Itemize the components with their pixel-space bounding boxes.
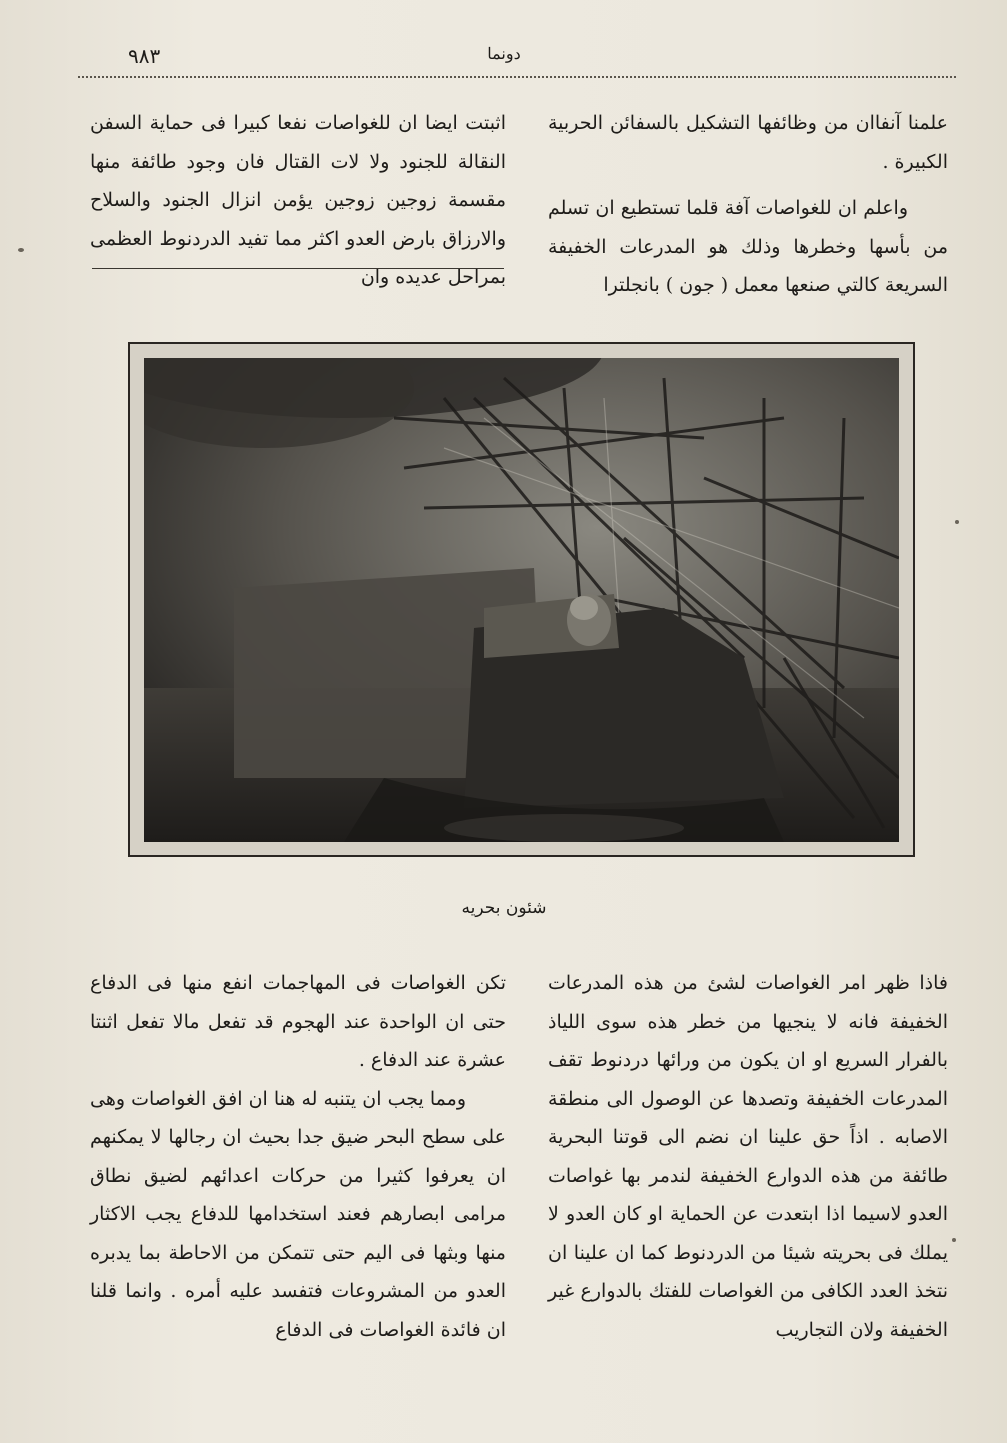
figure-caption: شئون بحريه <box>461 898 547 918</box>
bottom-right-column <box>548 964 948 1349</box>
page-number: ٩٨٣ <box>128 44 161 68</box>
running-head: دونما <box>487 44 521 63</box>
paragraph: اثبتت ايضا ان للغواصات نفعا كبيرا فى حماية السفن النقالة للجنود ولا لات القتال فان وجود طائفة منها مقسمة زوجين زوجين يؤمن انزال الجنود والسلاح والارزاق بارض العدو اكثر مما تفيد الدردنوط العظمى بمراحل عديده وان <box>90 112 506 288</box>
paragraph: تكن الغواصات فى المهاجمات انفع منها فى الدفاع حتى ان الواحدة عند الهجوم قد تفعل مالا تفعل اثنتا عشرة عند الدفاع . <box>90 972 506 1071</box>
bottom-left-column <box>90 964 506 1349</box>
photo-illustration <box>144 358 899 842</box>
ink-speck <box>952 1238 956 1242</box>
paragraph: علمنا آنفاان من وظائفها التشكيل بالسفائن الحربية الكبيرة . <box>548 112 948 173</box>
paragraph: فاذا ظهر امر الغواصات لشئ من هذه المدرعات الخفيفة فانه لا ينجيها من خطر هذه سوى اللياذ بالفرار السريع او ان يكون من ورائها دردنوط تقف المدرعات الخفيفة وتصدها عن الوصول الى منطقة الاصابه . اذاً حق علينا ان نضم الى قوتنا البحرية طائفة من هذه الدوارع الخفيفة لندمر بها غواصات العدو لاسيما اذا ابتعدت عن الحماية او كان العدو لا يملك فى بحريته شيئا من الدردنوط كما ان علينا ان نتخذ العدد الكافى من الغواصات للفتك بالدوارع غير الخفيفة ولان التجاريب <box>548 972 948 1341</box>
ink-speck <box>18 248 24 252</box>
photo-frame <box>128 342 915 857</box>
paragraph: ومما يجب ان يتنبه له هنا ان افق الغواصات وهى على سطح البحر ضيق جدا بحيث ان رجالها لا يمكنهم ان يعرفوا كثيرا من حركات اعدائهم لضيق نطاق مرامى ابصارهم فعند استخدامها للدفاع يجب الاكثار منها وبثها فى اليم حتى تتمكن من الاحاطة بما يدبره العدو من المشروعات فتفسد عليه أمره . وانما قلنا ان فائدة الغواصات فى الدفاع <box>90 1087 506 1341</box>
top-right-column <box>548 104 948 305</box>
paragraph: واعلم ان للغواصات آفة قلما تستطيع ان تسلم من بأسها وخطرها وذلك هو المدرعات الخفيفة السريعة كالتي صنعها معمل ( جون ) بانجلترا <box>548 197 948 296</box>
ink-speck <box>955 520 959 524</box>
header-divider <box>78 76 956 78</box>
photo-zeppelin-hangar <box>144 358 899 842</box>
underline-rule <box>92 268 504 269</box>
